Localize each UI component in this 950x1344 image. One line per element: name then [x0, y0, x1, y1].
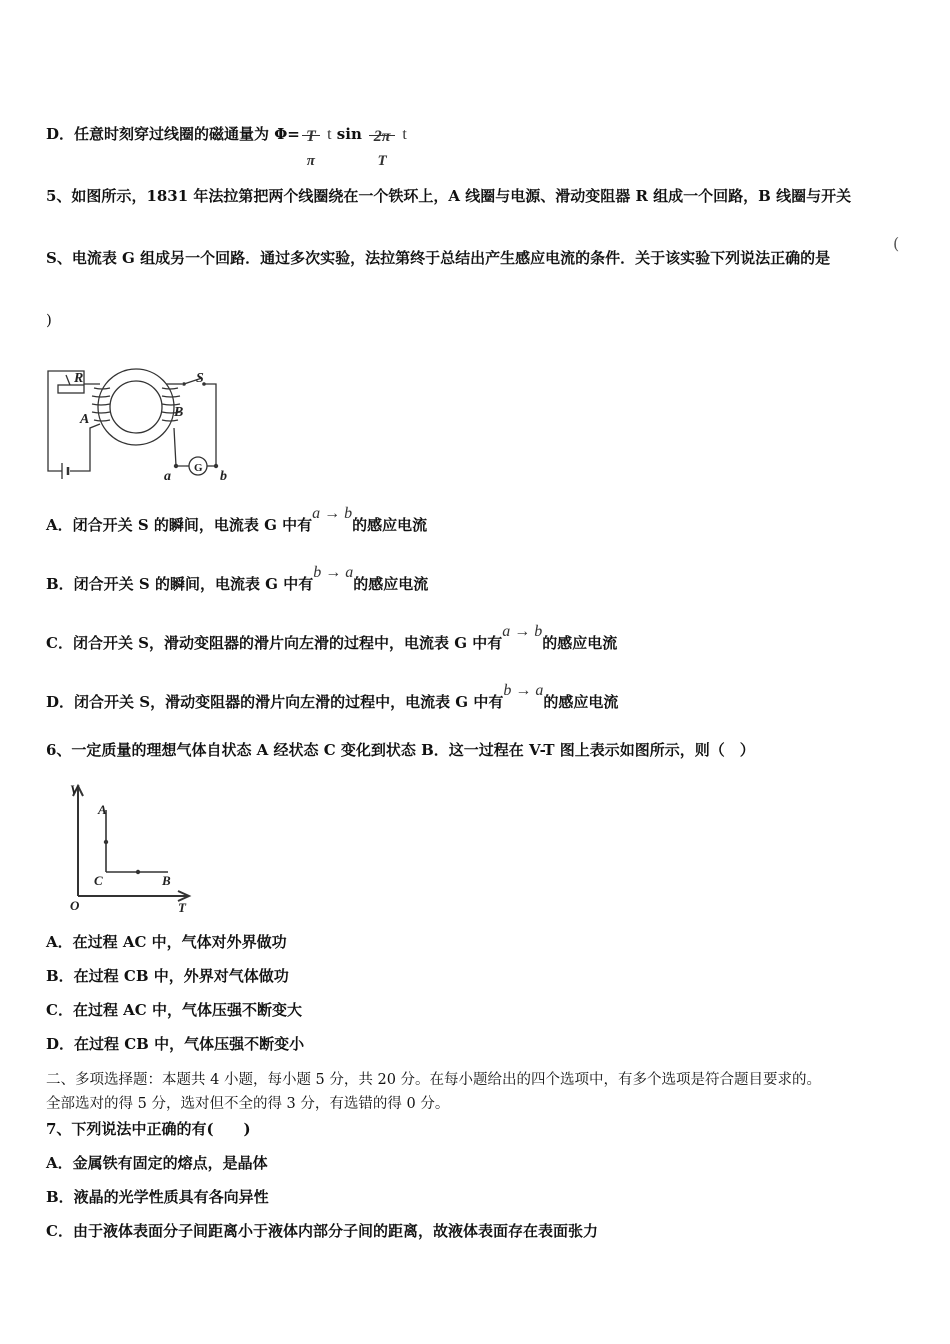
label-v: V [70, 782, 79, 797]
label-o: O [70, 898, 80, 913]
q6-option-d: D．在过程 CB 中，气体压强不断变小 [46, 1035, 305, 1053]
q7-stem: 7、下列说法中正确的有( ) [46, 1120, 251, 1138]
sin-function: sin [336, 125, 362, 143]
switch-terminal-1 [182, 382, 186, 386]
section2-instructions-line1: 二、多项选择题：本题共 4 小题，每小题 5 分，共 20 分。在每小题给出的四个选项中，有多个选项是符合题目要求的。 [46, 1072, 822, 1088]
circuit-a-wire-2 [70, 424, 100, 471]
q5-stem-line2: S、电流表 G 组成另一个回路．通过多次实验，法拉第终于总结出产生感应电流的条件．关于该实验下列说法正确的是 [46, 249, 831, 267]
terminal-b [214, 464, 218, 468]
q5-stem-line1: 5、如图所示，1831 年法拉第把两个线圈绕在一个铁环上，A 线圈与电源、滑动变阻器 R 组成一个回路，B 线圈与开关 [46, 187, 852, 205]
arrow-a-to-b: a → b [502, 623, 543, 640]
q6-option-a: A．在过程 AC 中，气体对外界做功 [46, 933, 287, 951]
arrow-b-to-a: b → a [503, 682, 544, 699]
rheostat-slider [66, 375, 70, 385]
label-a: A [80, 412, 90, 427]
q4-option-d [46, 110, 407, 169]
label-s: S [196, 371, 204, 386]
process-cb-midpoint [136, 870, 140, 874]
label-state-c: C [94, 873, 103, 888]
label-t: T [178, 900, 186, 915]
q7-option-a: A．金属铁有固定的熔点，是晶体 [46, 1154, 268, 1172]
section2-instructions-line2: 全部选对的得 5 分，选对但不全的得 3 分，有选错的得 0 分。 [46, 1096, 450, 1112]
label-terminal-b: b [220, 469, 227, 484]
time-variable-2: t [402, 126, 407, 143]
q5-paren-close: ) [46, 311, 52, 329]
label-state-b: B [162, 873, 171, 888]
label-terminal-a: a [164, 469, 171, 484]
fraction-2pi-over-t: 2π T [367, 113, 397, 157]
terminal-a [174, 464, 178, 468]
q6-option-b: B．在过程 CB 中，外界对气体做功 [46, 967, 289, 985]
fraction-t-over-pi: T π [300, 113, 322, 157]
circuit-b-wire-2 [204, 384, 216, 466]
q5-option-d: D．闭合开关 S，滑动变阻器的滑片向左滑的过程中，电流表 G 中有b → a的感应电流 [46, 682, 619, 711]
q6-option-c: C．在过程 AC 中，气体压强不断变大 [46, 1001, 302, 1019]
process-ac-midpoint [104, 840, 108, 844]
rheostat-r [58, 385, 84, 393]
q5-option-c: C．闭合开关 S，滑动变阻器的滑片向左滑的过程中，电流表 G 中有a → b的感应电流 [46, 623, 618, 652]
q7-option-b: B．液晶的光学性质具有各向异性 [46, 1188, 269, 1206]
q7-option-c: C．由于液体表面分子间距离小于液体内部分子间的距离，故液体表面存在表面张力 [46, 1222, 598, 1240]
label-g: G [194, 462, 203, 474]
label-state-a: A [98, 802, 107, 817]
circuit-a-wire [48, 371, 100, 471]
label-b: B [174, 405, 184, 420]
label-r: R [74, 371, 84, 386]
circuit-b-wire-3 [174, 428, 186, 466]
v-t-graph-figure [64, 780, 194, 916]
faraday-ring-circuit-figure [44, 366, 244, 486]
q4-option-d-prefix: D．任意时刻穿过线圈的磁通量为 Φ= [46, 125, 300, 143]
q5-option-b: B．闭合开关 S 的瞬间，电流表 G 中有b → a的感应电流 [46, 564, 429, 593]
q5-option-a: A．闭合开关 S 的瞬间，电流表 G 中有a → b的感应电流 [46, 505, 428, 534]
arrow-a-to-b: a → b [312, 505, 353, 522]
q6-stem: 6、一定质量的理想气体自状态 A 经状态 C 变化到状态 B．这一过程在 V-T 图上表示如图所示，则（ ） [46, 741, 755, 759]
q5-paren-open: ( [893, 234, 900, 253]
arrow-b-to-a: b → a [313, 564, 354, 581]
time-variable: t [327, 126, 332, 143]
iron-ring-inner [110, 381, 162, 433]
